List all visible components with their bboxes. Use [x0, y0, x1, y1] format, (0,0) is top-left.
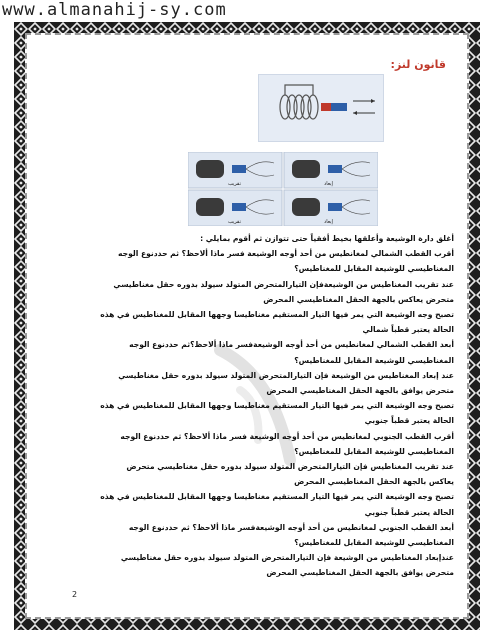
text-line: أبعد القطب الشمالي لمغانطيس من أحد أوجه الوشيعةفسر ماذا ألاحظ؟ثم حددنوع الوجه: [129, 340, 454, 350]
text-line: عندإبعاد المغناطيس من الوشيعة فإن التيارالمتحرض المتولد سيولد بدوره حقل مغناطيسي: [120, 553, 454, 563]
fig-label-2: إبعاد: [324, 181, 333, 187]
text-line: يعاكس بالجهة الحقل المغناطيسي المحرض: [294, 477, 454, 487]
intro-line: أغلق دارة الوشيعة وأعلقها بخيط أفقياً حتى تتوازن ثم أقوم بمايلي :: [200, 234, 454, 243]
coil-magnet-figure: [258, 74, 384, 142]
text-line: أبعد القطب الجنوبي لمغانطيس من أحد أوجه الوشيعةفسر ماذا ألاحظ؟ ثم حددنوع الوجه: [128, 522, 454, 532]
fig-label-1: تقريب: [228, 181, 241, 187]
text-line: متحرض يوافق بالجهة الحقل المغناطيسي المحرض: [266, 386, 454, 396]
text-line: تصبح وجه الوشيعة التي يمر فيها التيار المستقيم مغناطيسا وجهها المقابل للمغناطيس في هذه: [100, 492, 454, 502]
text-line: عند تقريب المغناطيس فإن التيارالمتحرض المتولد سيولد بدوره حقل مغناطيسي متحرض: [126, 462, 454, 472]
text-line: الحالة يعتبر قطباً جنوبي: [364, 416, 454, 426]
text-line: متحرض يوافق بالجهة الحقل المغناطيسي المحرض: [266, 568, 454, 578]
text-line: الحالة يعتبر قطباً جنوبي: [364, 507, 454, 517]
fig-label-3: تقريب: [228, 219, 241, 225]
text-line: المغناطيسي للوشيعة المقابل للمغناطيس؟: [294, 446, 454, 456]
fig-label-4: إبعاد: [324, 219, 333, 225]
text-line: أقرب القطب الجنوبي لمغانطيس من أحد أوجه الوشيعة فسر ماذا ألاحظ؟ ثم حددنوع الوجه: [120, 431, 454, 441]
page-number: 2: [72, 590, 78, 599]
text-line: تصبح وجه الوشيعة التي يمر فيها التيار المستقيم مغناطيسا وجهها المقابل للمغناطيس في هذه: [100, 401, 454, 411]
text-line: عند إبعاد المغناطيس من الوشيعة فإن التيارالمتحرض المتولد سيولد بدوره حقل مغناطيسي: [118, 370, 454, 380]
text-line: تصبح وجه الوشيعة التي يمر فيها التيار المستقيم مغناطيسا وجهها المقابل للمغناطيس في هذه: [100, 310, 454, 320]
text-line: المغناطيسي للوشيعة المقابل للمغناطيس؟: [294, 538, 454, 548]
body-text: [36, 231, 454, 581]
text-line: المغناطيسي للوشيعة المقابل للمغناطيس؟: [294, 355, 454, 365]
watermark-url: www.almanahij-sy.com: [2, 0, 227, 20]
text-line: أقرب القطب الشمالي لمغانطيس من أحد أوجه الوشيعة فسر ماذا ألاحظ؟ ثم حددنوع الوجه: [118, 249, 454, 259]
text-line: متحرض يعاكس بالجهة الحقل المغناطيسي المحرض: [263, 294, 454, 304]
text-line: عند تقريب المغناطيس من الوشيعةفإن التيارالمتحرض المتولد سيولد بدوره حقل مغناطيسي: [113, 279, 454, 289]
four-panel-induction-figure: [188, 152, 378, 226]
text-line: الحالة يعتبر قطباً شمالي: [362, 325, 454, 335]
page-title: قانون لنز:: [390, 58, 446, 71]
text-line: المغناطيسي للوشيعة المقابل للمغناطيس؟: [294, 264, 454, 274]
